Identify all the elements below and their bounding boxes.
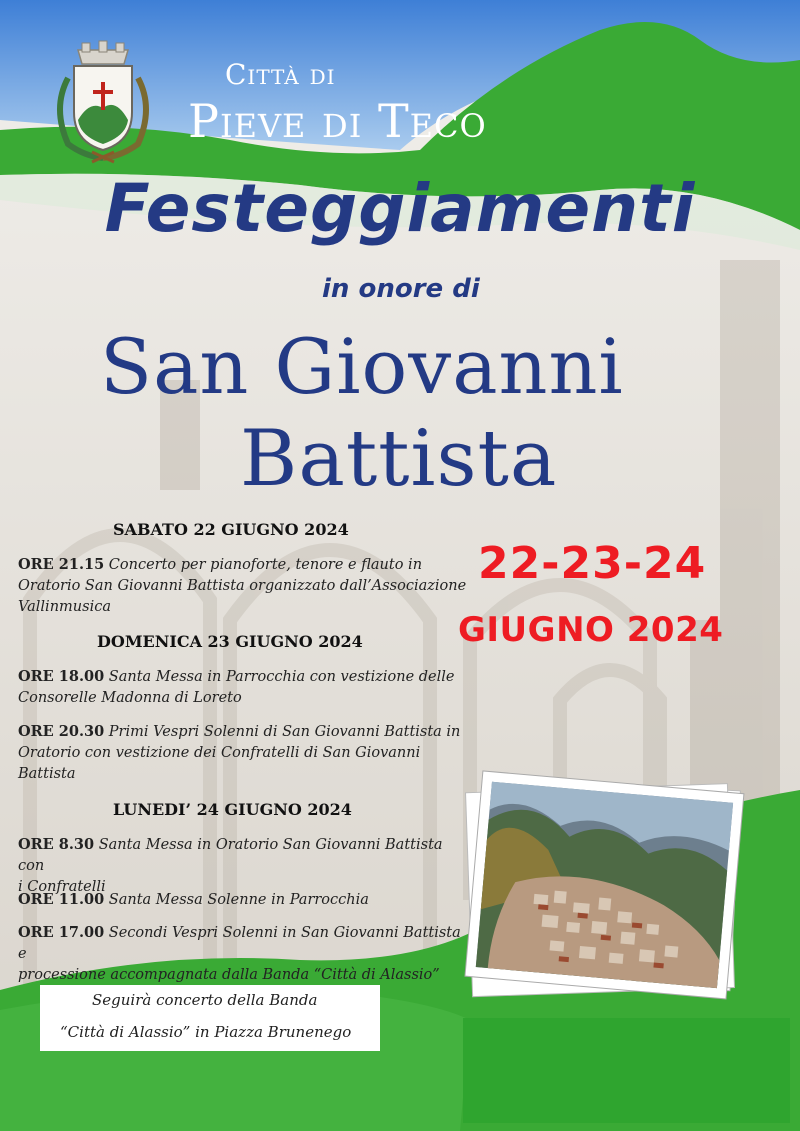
event-desc: Oratorio San Giovanni Battista organizzato dall’Associazione	[18, 578, 467, 594]
event-item	[18, 554, 470, 618]
event-title: Festeggiamenti	[104, 170, 696, 247]
concert-note	[40, 985, 380, 1051]
event-item	[18, 666, 470, 709]
city-prefix: Città di	[225, 58, 336, 91]
saint-name-line1: San Giovanni	[100, 322, 624, 411]
event-desc: Santa Messa Solenne in Parrocchia	[108, 892, 369, 908]
event-desc: Oratorio con vestizione dei Confratelli di San Giovanni	[18, 745, 421, 761]
event-desc: Santa Messa in Parrocchia con vestizione delle	[108, 669, 455, 685]
note-line1: Seguirà concerto della Banda	[92, 991, 318, 1009]
event-month: GIUGNO 2024	[458, 610, 724, 650]
day-heading-saturday: SABATO 22 GIUGNO 2024	[113, 520, 349, 539]
day-heading-monday: LUNEDI’ 24 GIUGNO 2024	[113, 800, 352, 819]
coat-of-arms-icon	[48, 38, 158, 168]
saint-name-line2: Battista	[240, 414, 558, 504]
event-desc: Primi Vespri Solenni di San Giovanni Battista in	[108, 724, 461, 740]
event-desc: Santa Messa in Oratorio San Giovanni Battista con	[18, 837, 443, 874]
event-time: ORE 11.00	[18, 891, 105, 908]
event-desc: Vallinmusica	[18, 599, 111, 615]
event-desc: Consorelle Madonna di Loreto	[18, 690, 242, 706]
event-time: ORE 8.30	[18, 836, 95, 853]
event-item	[18, 889, 470, 911]
event-desc: Secondi Vespri Solenni in San Giovanni Battista e	[18, 925, 461, 962]
event-desc: processione accompagnata dalla Banda “Città di Alassio”	[18, 967, 440, 983]
event-subtitle: in onore di	[322, 274, 480, 304]
event-item	[18, 721, 470, 785]
event-desc: Concerto per pianoforte, tenore e flauto in	[108, 557, 423, 573]
event-days: 22-23-24	[478, 538, 707, 589]
event-desc: i Confratelli	[18, 879, 106, 895]
event-time: ORE 18.00	[18, 668, 105, 685]
note-line2: “Città di Alassio” in Piazza Brunenego	[60, 1023, 352, 1041]
city-name: Pieve di Teco	[188, 94, 487, 148]
day-heading-sunday: DOMENICA 23 GIUGNO 2024	[97, 632, 363, 651]
village-photo	[455, 770, 755, 1010]
event-time: ORE 20.30	[18, 723, 105, 740]
event-time: ORE 17.00	[18, 924, 105, 941]
event-item	[18, 922, 470, 986]
event-desc: Battista	[18, 766, 76, 782]
event-time: ORE 21.15	[18, 556, 105, 573]
